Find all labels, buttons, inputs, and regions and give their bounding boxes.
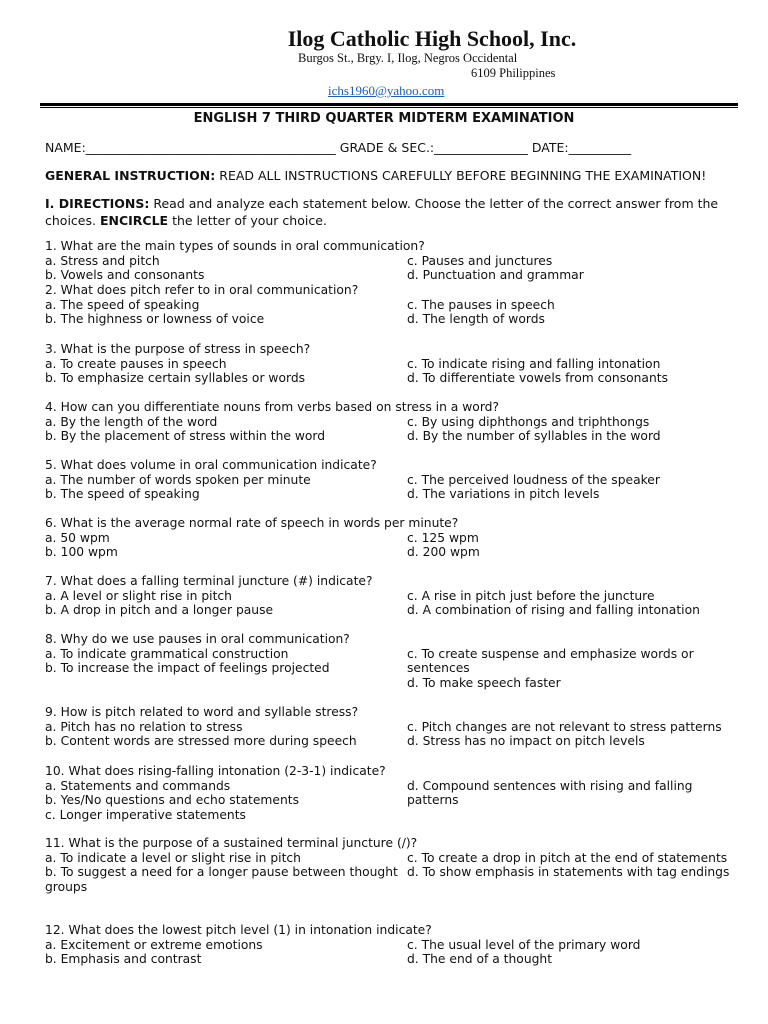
answer-choice[interactable]: b. To increase the impact of feelings projected	[45, 661, 330, 676]
choices-right	[407, 938, 737, 967]
answer-choice[interactable]: d. To show emphasis in statements with tag endings	[407, 865, 730, 880]
answer-choice[interactable]: b. To emphasize certain syllables or words	[45, 371, 306, 386]
answer-choice[interactable]: a. Statements and commands	[45, 778, 231, 793]
answer-choice[interactable]: d. Punctuation and grammar	[407, 268, 584, 283]
choices-left	[45, 298, 407, 327]
choices-left	[45, 357, 407, 386]
choices-right	[407, 589, 737, 618]
header-rule-thick	[40, 103, 738, 106]
choices-left	[45, 779, 407, 823]
question-stem: 5. What does volume in oral communication indicate?	[45, 458, 377, 472]
choices-left	[45, 720, 407, 749]
answer-choice[interactable]: b. 100 wpm	[45, 545, 118, 560]
answer-choice[interactable]: a. The speed of speaking	[45, 297, 200, 312]
choices-right	[407, 851, 737, 895]
question-10	[45, 764, 745, 822]
answer-choice[interactable]: b. Vowels and consonants	[45, 268, 205, 283]
directions-text-1: Read and analyze each statement below. Choose the letter of the correct answer from the choices.	[45, 196, 719, 228]
email-link[interactable]: ichs1960@yahoo.com	[328, 83, 445, 98]
answer-choice[interactable]: d. A combination of rising and falling intonation	[407, 603, 700, 618]
answer-choice[interactable]: a. To create pauses in speech	[45, 356, 227, 371]
answer-choice[interactable]: c. To create suspense and emphasize words or sentences	[407, 646, 694, 676]
question-stem: 4. How can you differentiate nouns from verbs based on stress in a word?	[45, 400, 499, 414]
choices-right	[407, 298, 737, 327]
answer-choice[interactable]: c. Longer imperative statements	[45, 807, 246, 822]
question-9	[45, 705, 745, 749]
answer-choice[interactable]: c. To create a drop in pitch at the end of statements	[407, 850, 728, 865]
choices-right	[407, 473, 737, 502]
directions-text-2: the letter of your choice.	[168, 213, 327, 228]
general-instruction-text: READ ALL INSTRUCTIONS CAREFULLY BEFORE BEGINNING THE EXAMINATION!	[215, 168, 707, 183]
answer-choice[interactable]: a. To indicate grammatical construction	[45, 646, 289, 661]
question-4	[45, 400, 745, 444]
answer-choice[interactable]: d. The length of words	[407, 312, 545, 327]
answer-choice[interactable]: b. To suggest a need for a longer pause between thought groups	[45, 865, 398, 894]
answer-choice[interactable]: b. Emphasis and contrast	[45, 952, 202, 967]
answer-choice[interactable]: b. The highness or lowness of voice	[45, 312, 265, 327]
directions-encircle: ENCIRCLE	[99, 213, 169, 228]
choices-right	[407, 720, 737, 749]
answer-choice[interactable]: c. The usual level of the primary word	[407, 937, 641, 952]
answer-choice[interactable]: c. Pitch changes are not relevant to stress patterns	[407, 719, 722, 734]
choices-left	[45, 531, 407, 560]
answer-choice[interactable]: a. To indicate a level or slight rise in pitch	[45, 850, 301, 865]
question-7	[45, 574, 745, 618]
directions-label: I. DIRECTIONS:	[45, 196, 150, 211]
choices-left	[45, 254, 407, 283]
choices-right	[407, 779, 737, 823]
choices-left	[45, 415, 407, 444]
address-line-2: 6109 Philippines	[471, 66, 556, 80]
choices-left	[45, 851, 407, 895]
question-6	[45, 516, 745, 560]
answer-choice[interactable]: d. Stress has no impact on pitch levels	[407, 734, 645, 749]
choices-right	[407, 254, 737, 283]
answer-choice[interactable]: b. A drop in pitch and a longer pause	[45, 603, 274, 618]
choices-left	[45, 473, 407, 502]
header-rule-thin	[40, 107, 738, 108]
answer-choice[interactable]: d. To make speech faster	[407, 675, 561, 690]
answer-choice[interactable]: c. 125 wpm	[407, 530, 479, 545]
choices-right	[407, 415, 737, 444]
answer-choice[interactable]: b. Content words are stressed more during speech	[45, 734, 357, 749]
answer-choice[interactable]: a. Pitch has no relation to stress	[45, 719, 243, 734]
answer-choice[interactable]: a. 50 wpm	[45, 530, 110, 545]
answer-choice[interactable]: c. The pauses in speech	[407, 297, 555, 312]
answer-choice[interactable]: b. Yes/No questions and echo statements	[45, 793, 300, 808]
question-8	[45, 632, 745, 690]
choices-left	[45, 938, 407, 967]
question-stem: 12. What does the lowest pitch level (1) in intonation indicate?	[45, 923, 432, 937]
answer-choice[interactable]: b. By the placement of stress within the word	[45, 429, 326, 444]
answer-choice[interactable]: d. To differentiate vowels from consonants	[407, 371, 668, 386]
exam-title: ENGLISH 7 THIRD QUARTER MIDTERM EXAMINATION	[193, 111, 575, 126]
answer-choice[interactable]: c. To indicate rising and falling intonation	[407, 356, 661, 371]
general-instruction	[45, 168, 706, 183]
general-instruction-label: GENERAL INSTRUCTION:	[45, 168, 216, 183]
school-name: Ilog Catholic High School, Inc.	[287, 26, 577, 51]
answer-choice[interactable]: d. The end of a thought	[407, 952, 553, 967]
question-11	[45, 836, 745, 894]
answer-choice[interactable]: d. Compound sentences with rising and falling patterns	[407, 778, 693, 808]
address-line-1: Burgos St., Brgy. I, Ilog, Negros Occidental	[298, 51, 518, 65]
question-stem: 1. What are the main types of sounds in oral communication?	[45, 239, 425, 253]
choices-right	[407, 647, 737, 691]
answer-choice[interactable]: a. By the length of the word	[45, 414, 218, 429]
answer-choice[interactable]: d. 200 wpm	[407, 545, 480, 560]
answer-choice[interactable]: a. Stress and pitch	[45, 253, 160, 268]
question-stem: 7. What does a falling terminal juncture (#) indicate?	[45, 574, 373, 588]
question-3	[45, 342, 745, 386]
question-stem: 9. How is pitch related to word and syllable stress?	[45, 705, 359, 719]
question-1	[45, 239, 745, 283]
choices-right	[407, 357, 737, 386]
answer-choice[interactable]: c. By using diphthongs and triphthongs	[407, 414, 650, 429]
answer-choice[interactable]: a. Excitement or extreme emotions	[45, 937, 263, 952]
directions	[45, 195, 725, 229]
question-2	[45, 283, 745, 327]
answer-choice[interactable]: a. The number of words spoken per minute	[45, 472, 311, 487]
question-stem: 8. Why do we use pauses in oral communication?	[45, 632, 350, 646]
question-stem: 11. What is the purpose of a sustained terminal juncture (/)?	[45, 836, 418, 850]
choices-left	[45, 589, 407, 618]
answer-choice[interactable]: c. A rise in pitch just before the juncture	[407, 588, 655, 603]
choices-right	[407, 531, 737, 560]
question-12	[45, 923, 745, 967]
answer-choice[interactable]: c. Pauses and junctures	[407, 253, 553, 268]
student-info-fields[interactable]: NAME:________________________________________ GRADE & SEC.:_______________ DATE:__________	[45, 140, 632, 155]
answer-choice[interactable]: d. By the number of syllables in the word	[407, 429, 661, 444]
answer-choice[interactable]: b. The speed of speaking	[45, 487, 200, 502]
answer-choice[interactable]: d. The variations in pitch levels	[407, 487, 600, 502]
choices-left	[45, 647, 407, 691]
question-stem: 6. What is the average normal rate of speech in words per minute?	[45, 516, 459, 530]
question-stem: 10. What does rising-falling intonation (2-3-1) indicate?	[45, 764, 386, 778]
question-5	[45, 458, 745, 502]
answer-choice[interactable]: a. A level or slight rise in pitch	[45, 588, 232, 603]
question-stem: 2. What does pitch refer to in oral communication?	[45, 283, 359, 297]
answer-choice[interactable]: c. The perceived loudness of the speaker	[407, 472, 660, 487]
question-stem: 3. What is the purpose of stress in speech?	[45, 342, 311, 356]
